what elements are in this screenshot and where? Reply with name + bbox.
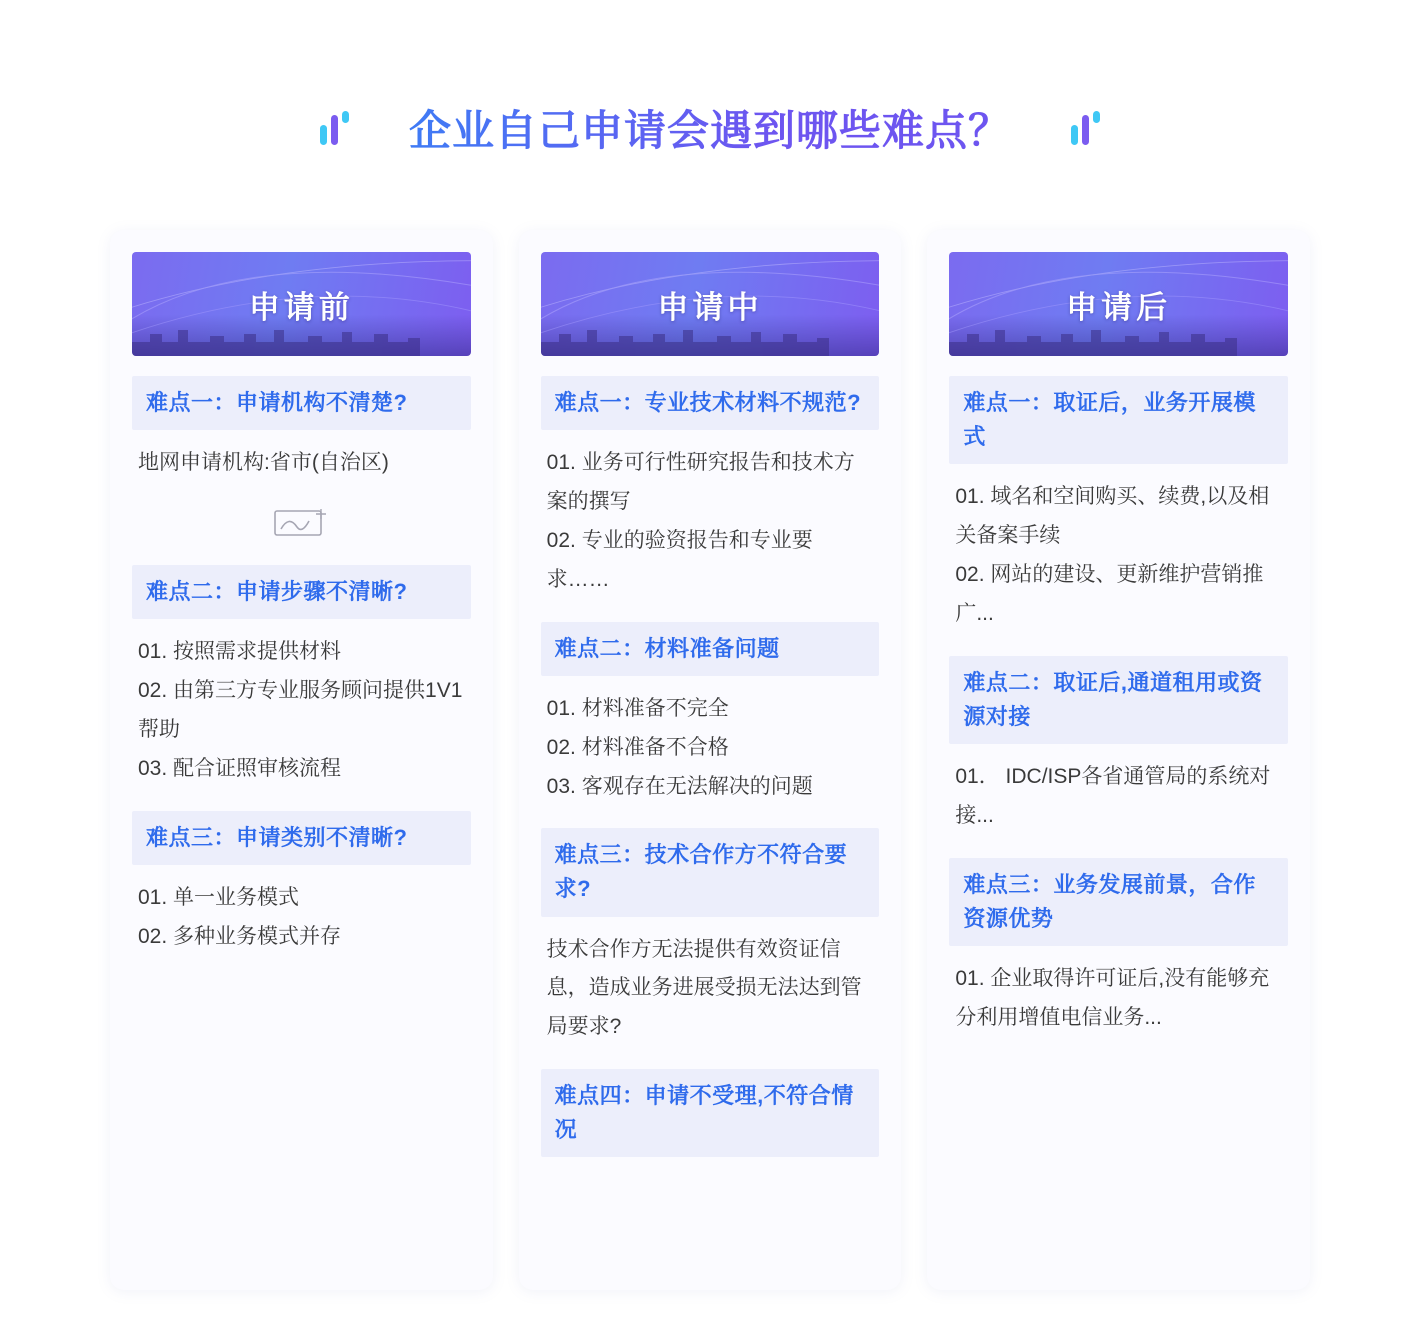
body-line: 01. 单一业务模式 [138,885,300,909]
body-line: 03. 配合证照审核流程 [138,756,342,780]
body-line: 地网申请机构:省市(自治区) [138,451,389,475]
pain-point-body [949,478,1288,633]
body-line: 01. 材料准备不完全 [546,696,729,720]
cards-container [0,230,1420,1330]
bar-chart-icon [1071,111,1100,145]
card-title: 申请前 [248,289,354,325]
pain-point-title: 难点二：取证后,通道租用或资源对接 [949,656,1288,744]
pain-point-body [541,931,880,1048]
ticket-illustration [132,505,471,539]
body-line: 技术合作方无法提供有效资证信息，造成业务进展受损无法达到管局要求? [546,937,862,1039]
card-title: 申请后 [1066,289,1172,325]
body-line: 02. 由第三方专业服务顾问提供1V1帮助 [138,679,463,741]
pain-point-title: 难点四：申请不受理,不符合情况 [541,1069,880,1157]
body-line: 01. 按照需求提供材料 [138,640,342,664]
pain-point-title: 难点一：取证后，业务开展模式 [949,376,1288,464]
card-title: 申请中 [657,289,763,325]
pain-point-body [949,960,1288,1038]
body-line: 01. 企业取得许可证后,没有能够充分利用增值电信业务... [955,966,1270,1029]
pain-point-title: 难点一：专业技术材料不规范? [541,376,880,430]
card-blocks [132,376,471,956]
card-header [132,252,471,356]
body-line: 02. 材料准备不合格 [546,735,729,759]
pain-point-body [132,633,471,788]
body-line: 01. 域名和空间购买、续费,以及相关备案手续 [955,485,1270,548]
card-blocks [541,376,880,1157]
pain-point-title: 难点三：申请类别不清晰? [132,811,471,865]
body-line: 02. 专业的验资报告和专业要求…… [546,529,813,591]
bar-chart-icon [320,111,349,145]
card-header [949,252,1288,356]
pain-point-body [132,444,471,483]
pain-point-title: 难点三：技术合作方不符合要求? [541,828,880,916]
pain-point-title: 难点二：材料准备问题 [541,622,880,676]
card-header [541,252,880,356]
ticket-icon [273,505,329,539]
pain-point-title: 难点二：申请步骤不清晰? [132,565,471,619]
card-before-application [110,230,493,1290]
pain-point-body [541,444,880,599]
card-blocks [949,376,1288,1037]
page-title: 企业自己申请会遇到哪些难点？ [409,98,1011,158]
card-after-application [927,230,1310,1290]
pain-point-title: 难点三：业务发展前景，合作资源优势 [949,858,1288,946]
pain-point-body [132,879,471,957]
body-line: 02. 多种业务模式并存 [138,924,342,948]
body-line: 03. 客观存在无法解决的问题 [546,774,813,798]
pain-point-title: 难点一：申请机构不清楚? [132,376,471,430]
pain-point-body [541,690,880,807]
card-during-application [519,230,902,1290]
pain-point-body [949,758,1288,836]
page-header [0,0,1420,230]
body-line: 01． IDC/ISP各省通管局的系统对接... [955,765,1271,827]
body-line: 01. 业务可行性研究报告和技术方案的撰写 [546,451,855,514]
body-line: 02. 网站的建设、更新维护营销推广... [955,563,1264,625]
